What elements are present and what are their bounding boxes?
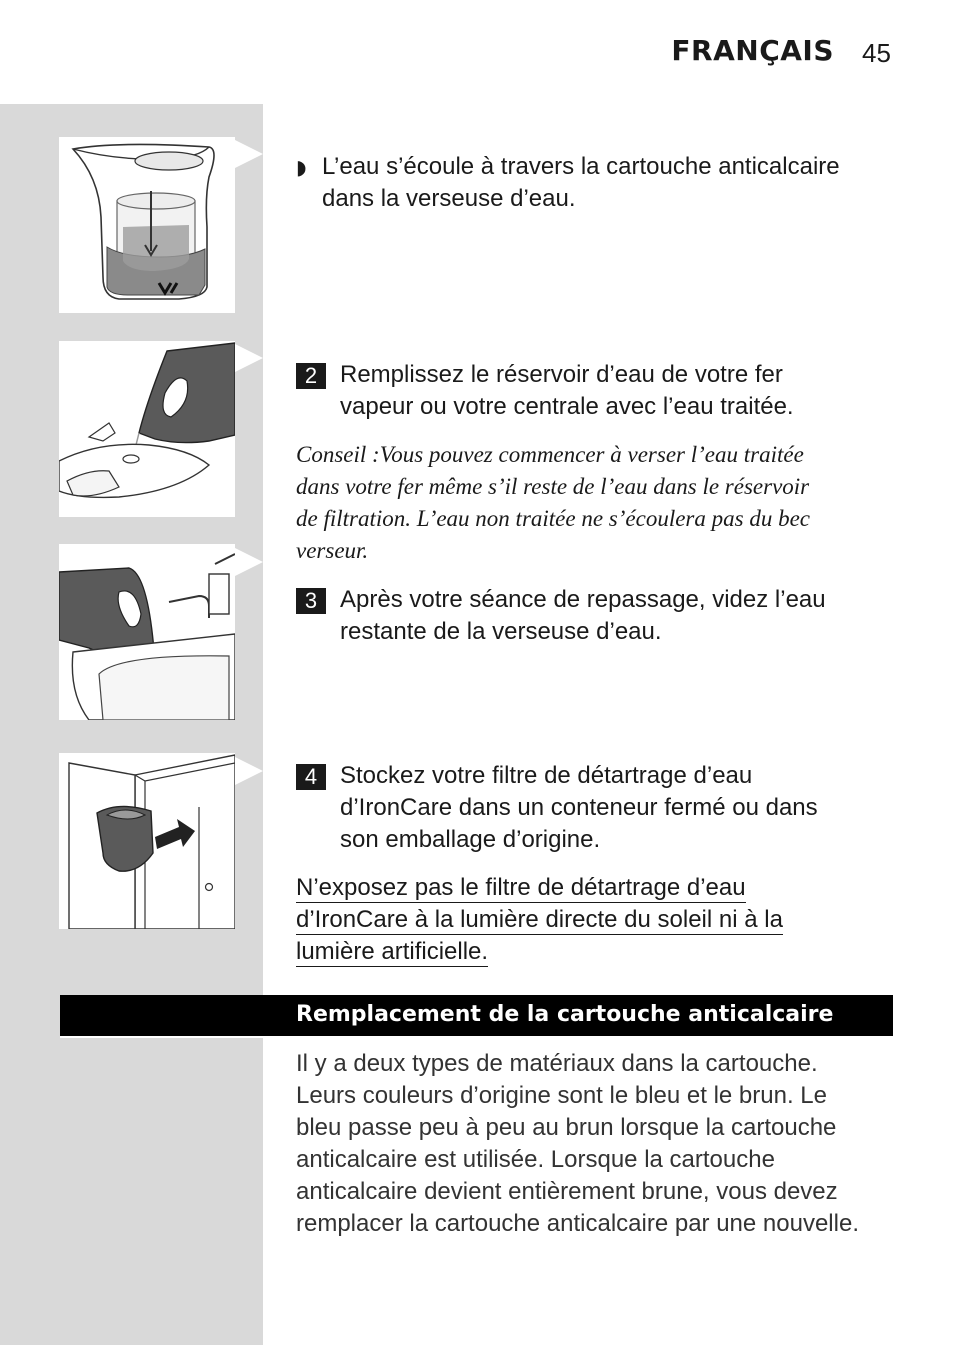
step-number-badge: 2: [296, 363, 326, 389]
step-line: Remplissez le réservoir d’eau de votre fer: [340, 361, 783, 388]
callout-notch: [235, 140, 263, 168]
tip-line: de filtration. L’eau non traitée ne s’écoulera pas du bec: [296, 506, 810, 531]
bullet-marker: ◗: [296, 155, 307, 179]
bullet-line: L’eau s’écoule à travers la cartouche anticalcaire: [322, 153, 840, 180]
step-line: restante de la verseuse d’eau.: [340, 618, 662, 645]
section-heading-bar: [60, 995, 893, 1038]
body-line: bleu passe peu à peu au brun lorsque la cartouche: [296, 1114, 837, 1141]
callout-notch: [235, 344, 263, 372]
tip-paragraph: [296, 439, 906, 567]
pour-into-iron-icon: [59, 341, 235, 517]
step-text: [340, 359, 900, 423]
bullet-paragraph: [322, 151, 922, 215]
body-line: remplacer la cartouche anticalcaire par une nouvelle.: [296, 1210, 859, 1237]
bullet-line: dans la verseuse d’eau.: [322, 185, 576, 212]
body-line: anticalcaire est utilisée. Lorsque la cartouche: [296, 1146, 775, 1173]
callout-notch: [235, 548, 263, 576]
step-line: Après votre séance de repassage, videz l’eau: [340, 586, 826, 613]
warning-line: lumière artificielle.: [296, 938, 489, 965]
step-number-badge: 3: [296, 588, 326, 614]
body-line: anticalcaire devient entièrement brune, vous devez: [296, 1178, 838, 1205]
section-title: Remplacement de la cartouche anticalcaire: [296, 1002, 834, 1027]
step-text: [340, 584, 900, 648]
step-text: [340, 760, 900, 856]
illustration-water-flowing-through-cartridge: [59, 137, 235, 313]
body-paragraph: [296, 1048, 906, 1240]
sink-faucet-icon: [59, 544, 235, 720]
tip-line: dans votre fer même s’il reste de l’eau dans le réservoir: [296, 474, 810, 499]
step-line: Stockez votre filtre de détartrage d’eau: [340, 762, 753, 789]
warning-line: N’exposez pas le filtre de détartrage d’eau: [296, 874, 746, 901]
jug-filter-icon: [59, 137, 235, 313]
callout-notch: [235, 757, 263, 785]
page-language-heading: FRANÇAIS: [671, 34, 834, 67]
illustration-filling-iron-tank: [59, 341, 235, 517]
step-number-badge: 4: [296, 764, 326, 790]
warning-line: d’IronCare à la lumière directe du soleil ni à la: [296, 906, 783, 933]
illustration-storing-filter-cabinet: [59, 753, 235, 929]
warning-paragraph: [296, 872, 856, 968]
body-line: Il y a deux types de matériaux dans la cartouche.: [296, 1050, 818, 1077]
body-line: Leurs couleurs d’origine sont le bleu et le brun. Le: [296, 1082, 827, 1109]
tip-line: Conseil :Vous pouvez commencer à verser l’eau traitée: [296, 442, 804, 467]
step-line: son emballage d’origine.: [340, 826, 601, 853]
cabinet-storage-icon: [59, 753, 235, 929]
step-line: vapeur ou votre centrale avec l’eau traitée.: [340, 393, 794, 420]
step-line: d’IronCare dans un conteneur fermé ou dans: [340, 794, 818, 821]
illustration-emptying-jug-sink: [59, 544, 235, 720]
tip-line: verseur.: [296, 538, 369, 563]
page-number: 45: [862, 38, 891, 68]
